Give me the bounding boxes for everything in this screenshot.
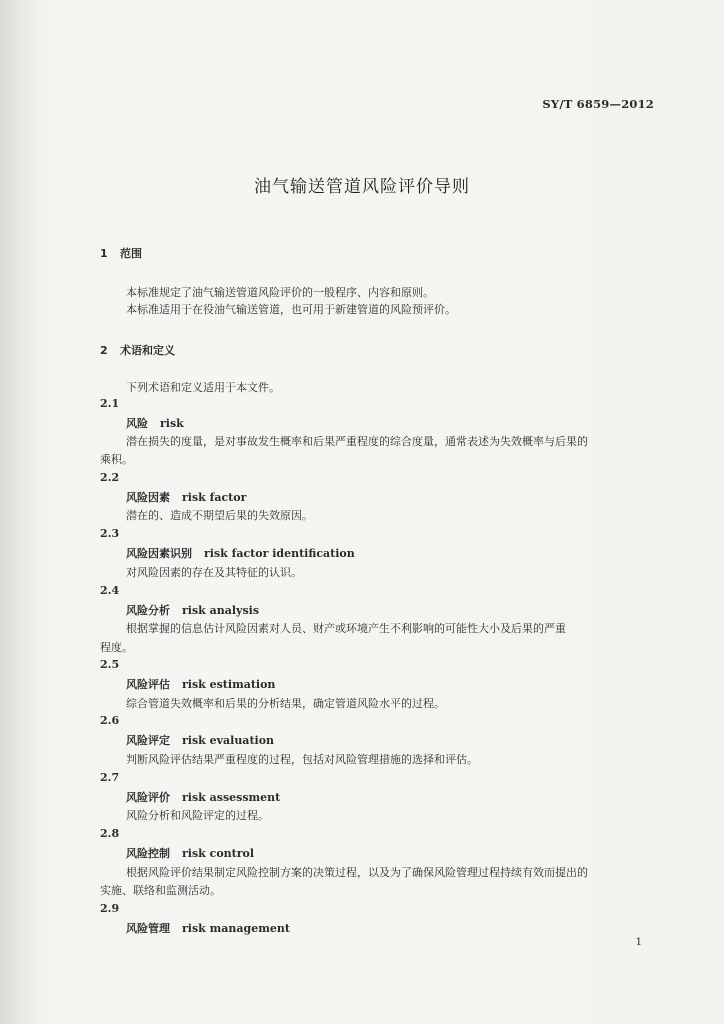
paragraph: 本标准规定了油气输送管道风险评价的一般程序、内容和原则。 (126, 286, 434, 299)
term-number: 2.8 (100, 827, 120, 840)
binding-edge (0, 0, 18, 1024)
term-definition: 实施、联络和监测活动。 (100, 884, 221, 897)
term-number: 2.7 (100, 771, 120, 784)
term-en: risk estimation (182, 678, 276, 691)
section-intro: 下列术语和定义适用于本文件。 (126, 381, 280, 394)
term-heading (126, 545, 355, 561)
term-zh: 风险因素识别 (126, 547, 192, 560)
term-definition: 潜在的、造成不期望后果的失效原因。 (126, 509, 313, 522)
term-en: risk evaluation (182, 734, 275, 747)
section-2-heading (100, 342, 175, 358)
term-definition: 程度。 (100, 641, 133, 654)
term-zh: 风险管理 (126, 922, 170, 935)
term-en: risk factor identification (204, 547, 355, 560)
term-zh: 风险评定 (126, 734, 170, 747)
term-zh: 风险 (126, 417, 148, 430)
term-en: risk control (182, 847, 255, 860)
term-zh: 风险评估 (126, 678, 170, 691)
term-definition: 潜在损失的度量，是对事故发生概率和后果严重程度的综合度量，通常表述为失效概率与后果的 (126, 435, 588, 448)
section-title: 术语和定义 (120, 344, 175, 357)
section-title: 范围 (120, 247, 142, 260)
term-number: 2.9 (100, 902, 120, 915)
term-number: 2.1 (100, 397, 120, 410)
term-zh: 风险控制 (126, 847, 170, 860)
term-zh: 风险评价 (126, 791, 170, 804)
term-definition: 判断风险评估结果严重程度的过程，包括对风险管理措施的选择和评估。 (126, 753, 478, 766)
standard-code: SY/T 6859—2012 (542, 97, 654, 111)
section-number: 1 (100, 247, 108, 260)
term-definition: 综合管道失效概率和后果的分析结果，确定管道风险水平的过程。 (126, 697, 445, 710)
term-heading (126, 789, 280, 805)
term-heading (126, 602, 259, 618)
term-number: 2.3 (100, 527, 120, 540)
term-definition: 对风险因素的存在及其特征的认识。 (126, 566, 302, 579)
term-definition: 风险分析和风险评定的过程。 (126, 809, 269, 822)
term-heading (126, 489, 246, 505)
section-1-heading (100, 245, 142, 261)
term-en: risk analysis (182, 604, 260, 617)
term-heading (126, 845, 254, 861)
term-number: 2.6 (100, 714, 120, 727)
paragraph: 本标准适用于在役油气输送管道，也可用于新建管道的风险预评价。 (126, 303, 456, 316)
term-zh: 风险分析 (126, 604, 170, 617)
document-title: 油气输送管道风险评价导则 (254, 177, 470, 197)
term-number: 2.4 (100, 584, 120, 597)
section-number: 2 (100, 344, 108, 357)
term-en: risk factor (182, 491, 247, 504)
term-heading (126, 920, 290, 936)
term-number: 2.5 (100, 658, 120, 671)
term-definition: 根据掌握的信息估计风险因素对人员、财产或环境产生不利影响的可能性大小及后果的严重 (126, 622, 566, 635)
term-heading (126, 732, 274, 748)
term-definition: 根据风险评价结果制定风险控制方案的决策过程，以及为了确保风险管理过程持续有效而提出的 (126, 866, 588, 879)
term-zh: 风险因素 (126, 491, 170, 504)
term-heading (126, 676, 275, 692)
term-en: risk management (182, 922, 290, 935)
term-definition: 乘积。 (100, 453, 133, 466)
term-en: risk assessment (182, 791, 281, 804)
page-number: 1 (635, 937, 642, 948)
term-en: risk (160, 417, 184, 430)
term-heading (126, 415, 184, 431)
term-number: 2.2 (100, 471, 120, 484)
